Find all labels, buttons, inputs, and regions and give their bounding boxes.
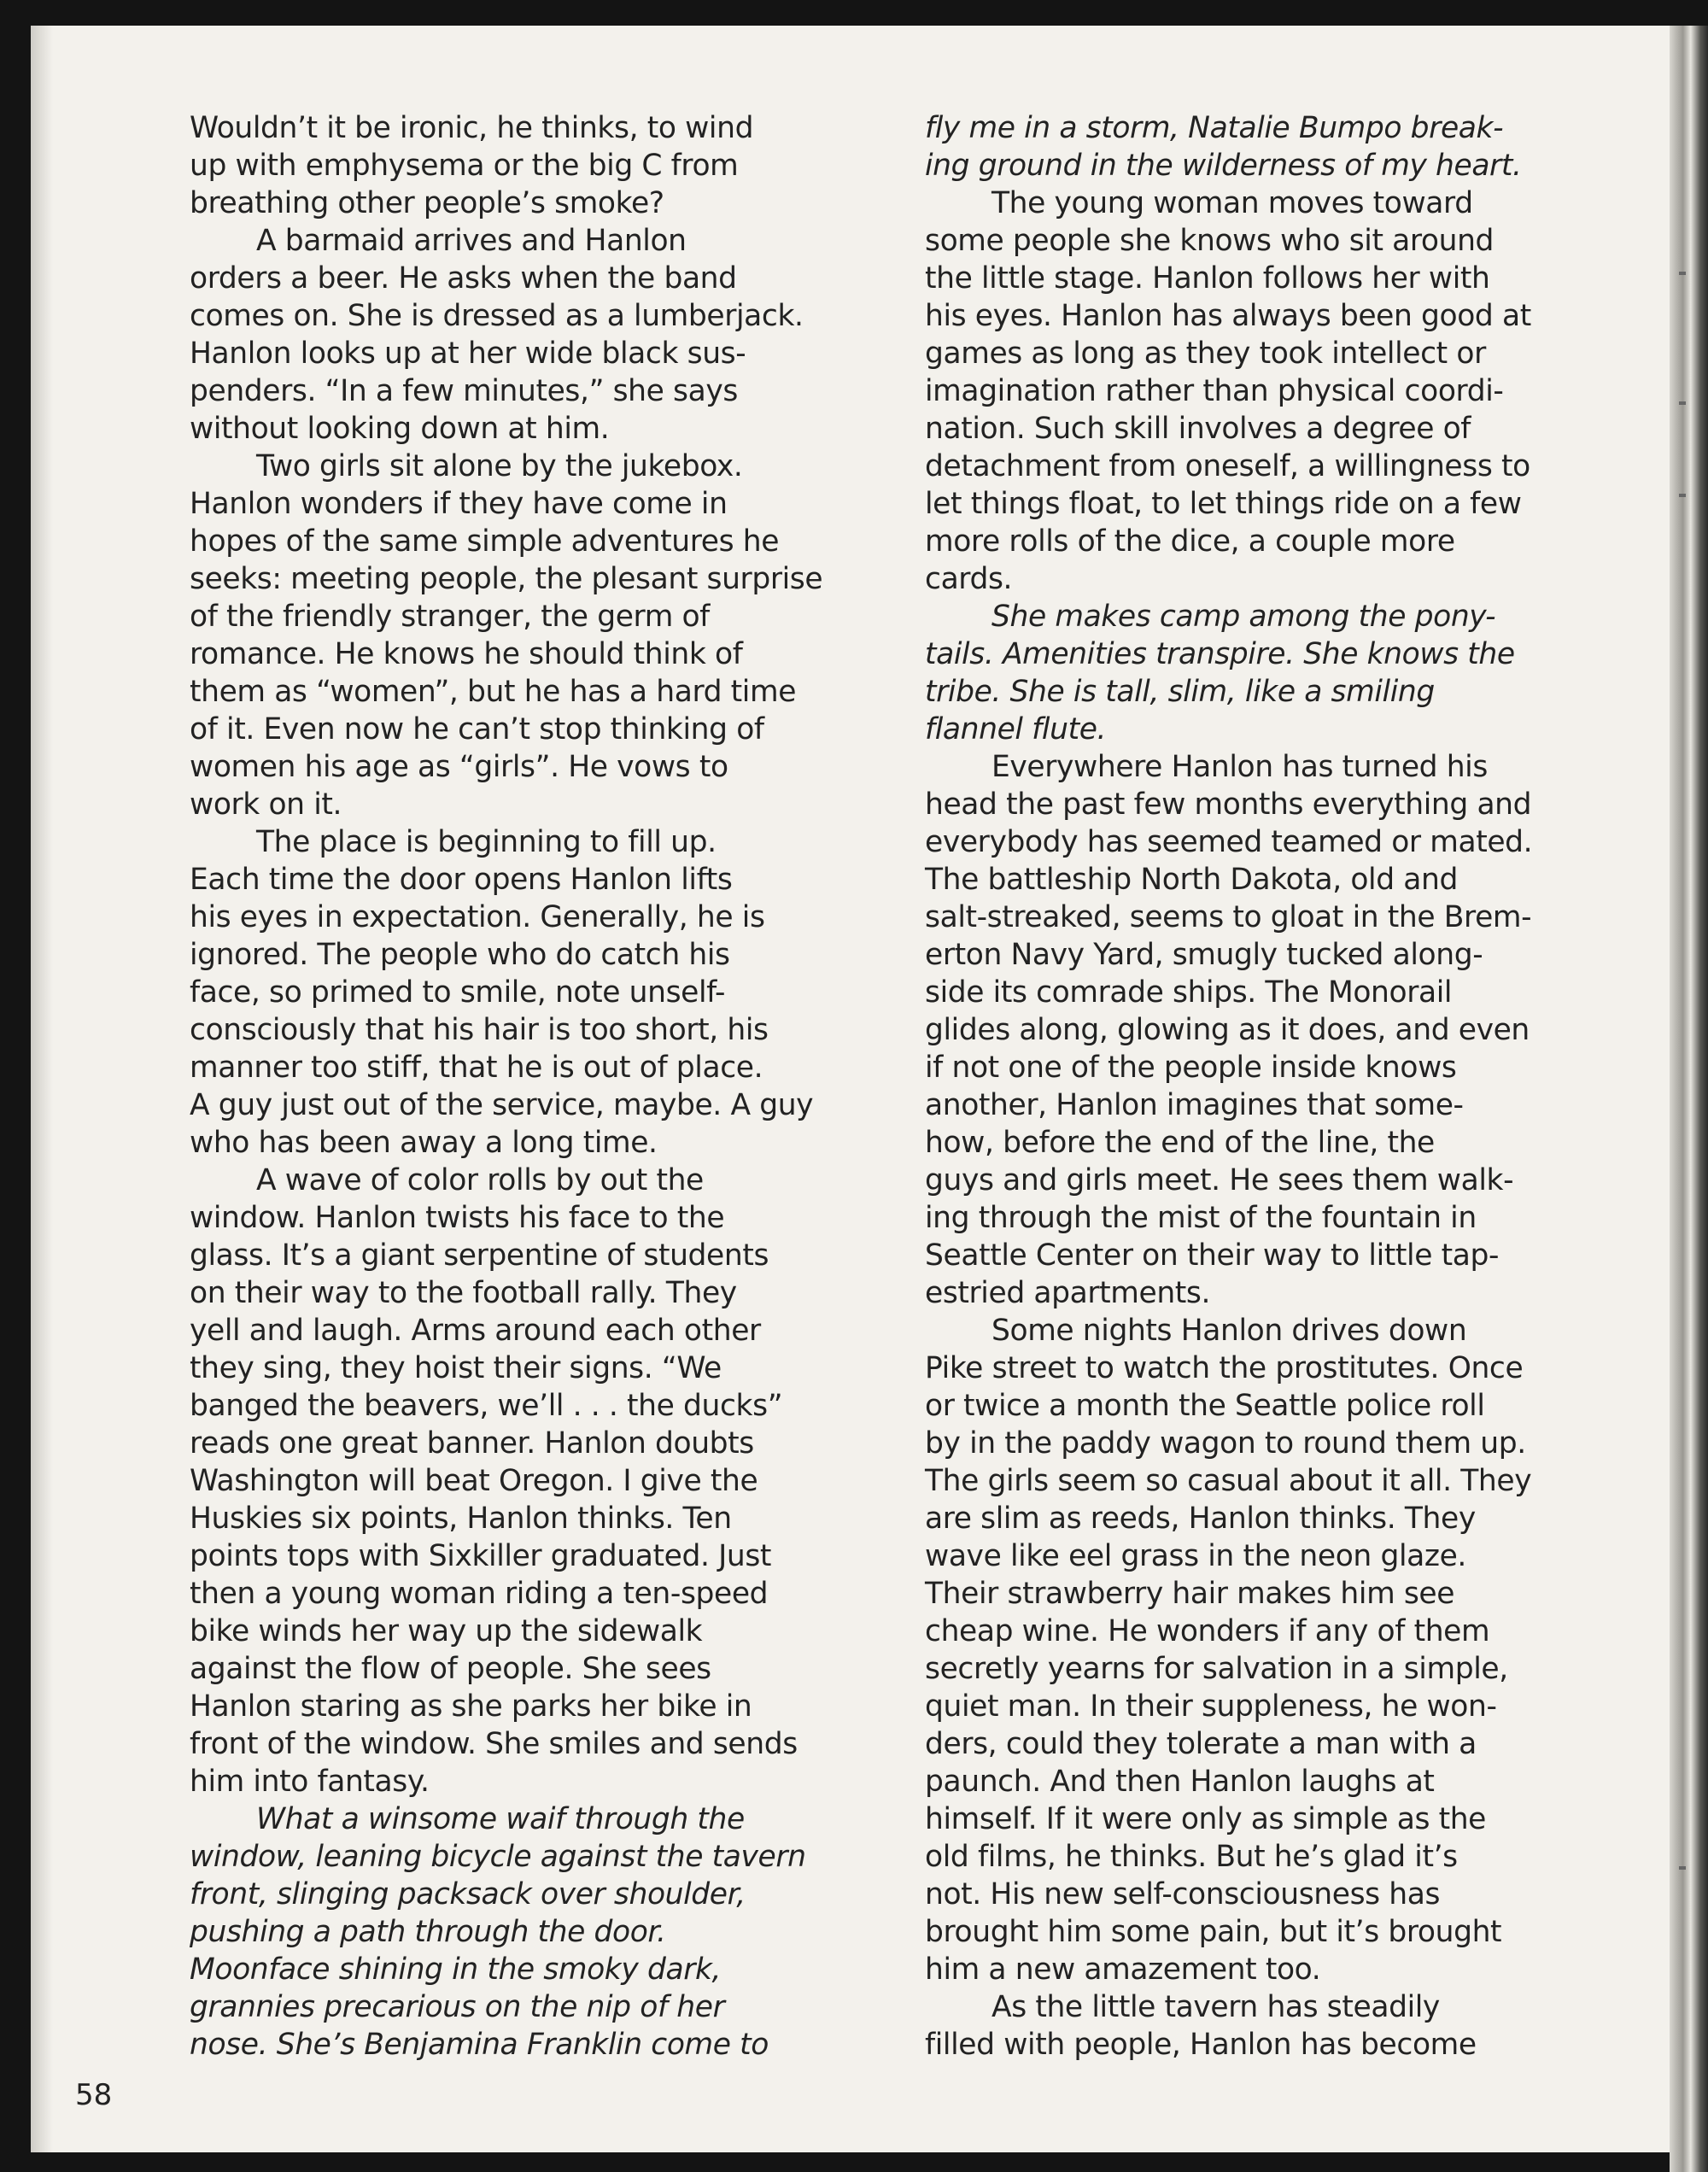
text-line: tails. Amenities transpire. She knows the bbox=[925, 637, 1515, 671]
text-line: who has been away a long time. bbox=[190, 1126, 658, 1160]
text-line: ders, could they tolerate a man with a bbox=[925, 1727, 1477, 1761]
text-line: quiet man. In their suppleness, he won- bbox=[925, 1689, 1497, 1724]
text-line: What a winsome waif through the bbox=[256, 1802, 745, 1836]
text-line: how, before the end of the line, the bbox=[925, 1126, 1435, 1160]
text-line: bike winds her way up the sidewalk bbox=[190, 1614, 703, 1648]
text-line: points tops with Sixkiller graduated. Just bbox=[190, 1539, 772, 1573]
text-line: of the friendly stranger, the germ of bbox=[190, 600, 710, 634]
text-line: grannies precarious on the nip of her bbox=[190, 1990, 725, 2024]
text-line: imagination rather than physical coordi- bbox=[925, 374, 1504, 408]
text-line: Hanlon wonders if they have come in bbox=[190, 487, 728, 521]
text-line: old films, he thinks. But he’s glad it’s bbox=[925, 1840, 1458, 1874]
text-line: if not one of the people inside knows bbox=[925, 1051, 1457, 1085]
text-line: Moonface shining in the smoky dark, bbox=[190, 1952, 722, 1987]
text-line: manner too stiff, that he is out of place. bbox=[190, 1051, 763, 1085]
edge-mark bbox=[1679, 1866, 1686, 1870]
text-line: Wouldn’t it be ironic, he thinks, to wind bbox=[190, 111, 754, 145]
text-line: them as “women”, but he has a hard time bbox=[190, 675, 797, 709]
text-line: The young woman moves toward bbox=[991, 186, 1473, 220]
text-line: him a new amazement too. bbox=[925, 1952, 1321, 1987]
text-line: face, so primed to smile, note unself- bbox=[190, 975, 726, 1010]
text-line: nose. She’s Benjamina Franklin come to bbox=[190, 2028, 769, 2062]
text-line: filled with people, Hanlon has become bbox=[925, 2028, 1477, 2062]
text-line: yell and laugh. Arms around each other bbox=[190, 1314, 761, 1348]
right-text-column bbox=[925, 109, 1540, 2064]
text-line: Two girls sit alone by the jukebox. bbox=[256, 449, 743, 483]
text-line: his eyes. Hanlon has always been good at bbox=[925, 299, 1531, 333]
text-line: women his age as “girls”. He vows to bbox=[190, 750, 728, 784]
text-line: then a young woman riding a ten-speed bbox=[190, 1577, 769, 1611]
text-line: without looking down at him. bbox=[190, 412, 610, 446]
text-line: against the flow of people. She sees bbox=[190, 1652, 711, 1686]
text-line: they sing, they hoist their signs. “We bbox=[190, 1351, 722, 1385]
text-line: seeks: meeting people, the plesant surprise bbox=[190, 562, 823, 596]
text-line: cards. bbox=[925, 562, 1013, 596]
text-line: erton Navy Yard, smugly tucked along- bbox=[925, 938, 1483, 972]
text-line: his eyes in expectation. Generally, he is bbox=[190, 900, 765, 934]
text-line: brought him some pain, but it’s brought bbox=[925, 1915, 1502, 1949]
text-line: front, slinging packsack over shoulder, bbox=[190, 1877, 746, 1911]
text-line: glass. It’s a giant serpentine of students bbox=[190, 1238, 769, 1273]
text-line: A guy just out of the service, maybe. A guy bbox=[190, 1088, 814, 1122]
edge-mark bbox=[1679, 401, 1686, 405]
text-line: pushing a path through the door. bbox=[190, 1915, 666, 1949]
text-line: front of the window. She smiles and sends bbox=[190, 1727, 798, 1761]
text-line: cheap wine. He wonders if any of them bbox=[925, 1614, 1490, 1648]
text-line: Seattle Center on their way to little tap- bbox=[925, 1238, 1500, 1273]
text-line: tribe. She is tall, slim, like a smiling bbox=[925, 675, 1435, 709]
text-line: detachment from oneself, a willingness to bbox=[925, 449, 1530, 483]
text-line: She makes camp among the pony- bbox=[991, 600, 1496, 634]
text-line: or twice a month the Seattle police roll bbox=[925, 1389, 1485, 1423]
text-line: estried apartments. bbox=[925, 1276, 1211, 1310]
text-line: Pike street to watch the prostitutes. Once bbox=[925, 1351, 1524, 1385]
text-line: more rolls of the dice, a couple more bbox=[925, 524, 1455, 559]
text-line: guys and girls meet. He sees them walk- bbox=[925, 1163, 1514, 1197]
text-line: on their way to the football rally. They bbox=[190, 1276, 737, 1310]
text-line: games as long as they took intellect or bbox=[925, 337, 1486, 371]
text-line: The place is beginning to fill up. bbox=[256, 825, 717, 859]
text-line: wave like eel grass in the neon glaze. bbox=[925, 1539, 1466, 1573]
text-line: some people she knows who sit around bbox=[925, 224, 1494, 258]
text-line: flannel flute. bbox=[925, 712, 1107, 746]
text-line: Some nights Hanlon drives down bbox=[991, 1314, 1467, 1348]
text-line: work on it. bbox=[190, 787, 342, 822]
edge-mark bbox=[1679, 494, 1686, 497]
text-line: the little stage. Hanlon follows her with bbox=[925, 261, 1490, 296]
text-line: consciously that his hair is too short, his bbox=[190, 1013, 769, 1047]
text-line: window, leaning bicycle against the tavern bbox=[190, 1840, 806, 1874]
text-line: not. His new self-consciousness has bbox=[925, 1877, 1441, 1911]
text-line: secretly yearns for salvation in a simple, bbox=[925, 1652, 1508, 1686]
text-line: up with emphysema or the big C from bbox=[190, 149, 739, 183]
text-line: Each time the door opens Hanlon lifts bbox=[190, 863, 733, 897]
text-line: Everywhere Hanlon has turned his bbox=[991, 750, 1488, 784]
text-line: Huskies six points, Hanlon thinks. Ten bbox=[190, 1502, 732, 1536]
text-line: ing through the mist of the fountain in bbox=[925, 1201, 1477, 1235]
text-line: paunch. And then Hanlon laughs at bbox=[925, 1765, 1435, 1799]
text-line: him into fantasy. bbox=[190, 1765, 430, 1799]
text-line: glides along, glowing as it does, and even bbox=[925, 1013, 1530, 1047]
text-line: window. Hanlon twists his face to the bbox=[190, 1201, 725, 1235]
text-line: breathing other people’s smoke? bbox=[190, 186, 664, 220]
text-line: by in the paddy wagon to round them up. bbox=[925, 1426, 1526, 1461]
text-line: Their strawberry hair makes him see bbox=[925, 1577, 1455, 1611]
text-line: comes on. She is dressed as a lumberjack. bbox=[190, 299, 804, 333]
text-line: nation. Such skill involves a degree of bbox=[925, 412, 1471, 446]
left-text-column bbox=[190, 109, 823, 2064]
text-line: himself. If it were only as simple as the bbox=[925, 1802, 1487, 1836]
text-line: The battleship North Dakota, old and bbox=[925, 863, 1459, 897]
text-line: hopes of the same simple adventures he bbox=[190, 524, 780, 559]
page-edge-stack bbox=[1670, 26, 1708, 2172]
text-line: are slim as reeds, Hanlon thinks. They bbox=[925, 1502, 1476, 1536]
text-line: The girls seem so casual about it all. They bbox=[925, 1464, 1532, 1498]
text-line: head the past few months everything and bbox=[925, 787, 1532, 822]
text-line: of it. Even now he can’t stop thinking of bbox=[190, 712, 764, 746]
page-number: 58 bbox=[75, 2078, 113, 2112]
text-line: Washington will beat Oregon. I give the bbox=[190, 1464, 758, 1498]
text-line: ing ground in the wilderness of my heart. bbox=[925, 149, 1522, 183]
text-line: everybody has seemed teamed or mated. bbox=[925, 825, 1533, 859]
text-line: banged the beavers, we’ll . . . the ducks” bbox=[190, 1389, 783, 1423]
text-line: romance. He knows he should think of bbox=[190, 637, 743, 671]
text-line: penders. “In a few minutes,” she says bbox=[190, 374, 738, 408]
text-line: Hanlon looks up at her wide black sus- bbox=[190, 337, 746, 371]
text-line: As the little tavern has steadily bbox=[991, 1990, 1440, 2024]
text-line: let things float, to let things ride on a few bbox=[925, 487, 1522, 521]
spine-shadow bbox=[31, 26, 53, 2152]
text-line: reads one great banner. Hanlon doubts bbox=[190, 1426, 754, 1461]
text-line: fly me in a storm, Natalie Bumpo break- bbox=[925, 111, 1504, 145]
text-line: ignored. The people who do catch his bbox=[190, 938, 730, 972]
text-line: salt-streaked, seems to gloat in the Brem- bbox=[925, 900, 1532, 934]
text-line: side its comrade ships. The Monorail bbox=[925, 975, 1453, 1010]
text-line: Hanlon staring as she parks her bike in bbox=[190, 1689, 752, 1724]
edge-mark bbox=[1679, 272, 1686, 275]
text-line: another, Hanlon imagines that some- bbox=[925, 1088, 1464, 1122]
text-line: orders a beer. He asks when the band bbox=[190, 261, 737, 296]
text-line: A wave of color rolls by out the bbox=[256, 1163, 704, 1197]
text-line: A barmaid arrives and Hanlon bbox=[256, 224, 687, 258]
